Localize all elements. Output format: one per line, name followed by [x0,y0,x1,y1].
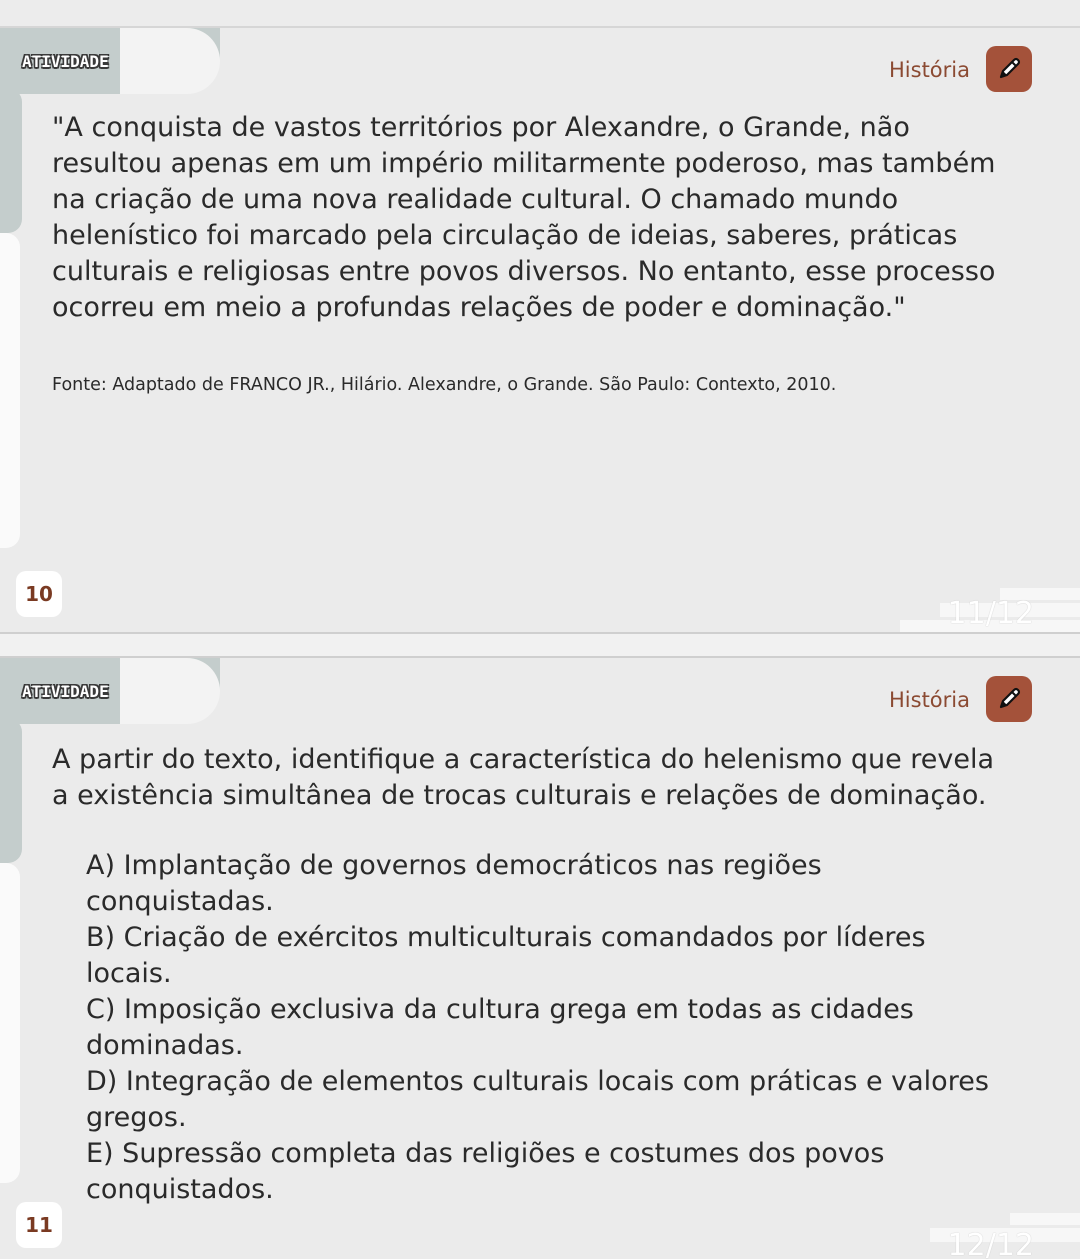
question-number: 10 [16,571,62,617]
source-citation: Fonte: Adaptado de FRANCO JR., Hilário. Alexandre, o Grande. São Paulo: Contexto, 2010. [52,375,837,395]
option-d[interactable]: D) Integração de elementos culturais locais com práticas e valores gregos. [86,1066,989,1133]
left-white-bar [0,863,20,1183]
subject-label: História [889,688,970,712]
decorative-pixels [1010,1213,1080,1225]
slide-divider [0,632,1080,658]
subject-label: História [889,58,970,82]
slide-11 [0,28,1080,632]
quote-text: "A conquista de vastos territórios por Alexandre, o Grande, não resultou apenas em um império militarmente poderoso, mas também na criação de uma nova realidade cultural. O chamado mundo helenístico foi marcado pela circulação de ideias, saberes, práticas culturais e religiosas entre povos diversos. No entanto, esse processo ocorreu em meio a profundas relações de poder e dominação." [52,112,996,323]
pencil-icon [995,685,1023,713]
slide-12 [0,658,1080,1259]
activity-badge: ATIVIDADE [22,682,109,701]
header-tab-highlight [120,658,220,724]
edit-button[interactable] [986,676,1032,722]
question-number: 11 [16,1202,62,1248]
edit-button[interactable] [986,46,1032,92]
activity-badge: ATIVIDADE [22,52,109,71]
option-b[interactable]: B) Criação de exércitos multiculturais comandados por líderes locais. [86,922,926,989]
answer-options [86,848,1006,1208]
option-e[interactable]: E) Supressão completa das religiões e costumes dos povos conquistados. [86,1138,885,1205]
left-accent-bar [0,718,22,863]
pencil-icon [995,55,1023,83]
question-text: A partir do texto, identifique a característica do helenismo que revela a existência simultânea de trocas culturais e relações de dominação. [52,744,995,811]
left-white-bar [0,233,20,548]
top-bar [0,0,1080,28]
option-c[interactable]: C) Imposição exclusiva da cultura grega em todas as cidades dominadas. [86,994,914,1061]
left-accent-bar [0,88,22,233]
page-counter: 12/12 [947,1228,1034,1259]
header-tab-highlight [120,28,220,94]
option-a[interactable]: A) Implantação de governos democráticos nas regiões conquistadas. [86,850,822,917]
page-counter: 11/12 [947,596,1034,631]
